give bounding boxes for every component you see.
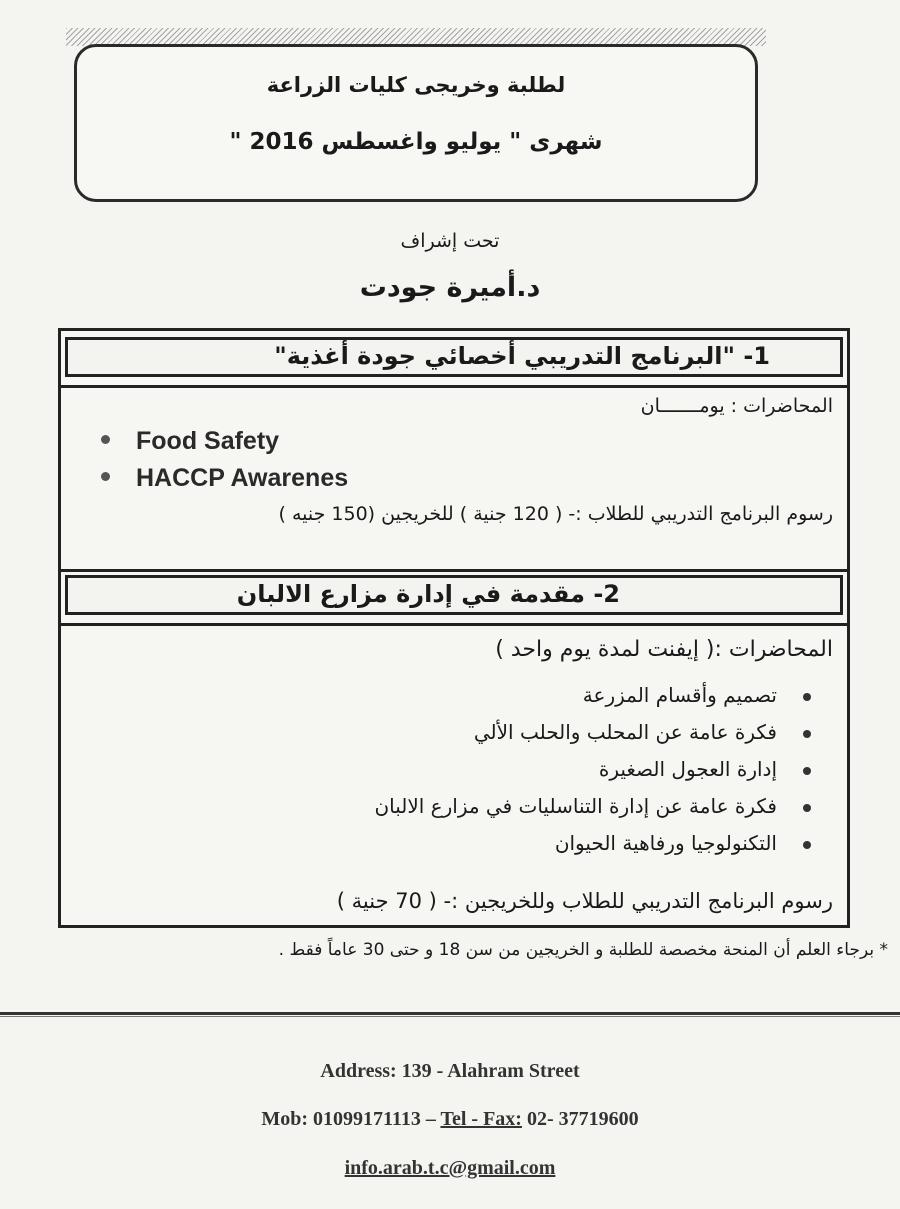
- bullet-icon: [803, 804, 811, 812]
- supervision-label: تحت إشراف: [400, 230, 500, 252]
- list-item: HACCP Awarenes: [101, 464, 348, 493]
- program2-fees: رسوم البرنامج التدريبي للطلاب وللخريجين :- ( 70 جنية ): [336, 889, 833, 913]
- list-item: فكرة عامة عن المحلب والحلب الألي: [374, 720, 777, 757]
- title-box: [74, 44, 758, 202]
- mobile-number: Mob: 01099171113 –: [261, 1108, 441, 1130]
- list-item: فكرة عامة عن إدارة التناسليات في مزارع الالبان: [374, 794, 777, 831]
- divider: [61, 623, 847, 626]
- divider: [61, 569, 847, 572]
- bullet-icon: [803, 730, 811, 738]
- list-item: تصميم وأقسام المزرعة: [374, 683, 777, 720]
- email-link[interactable]: info.arab.t.c@gmail.com: [344, 1157, 556, 1179]
- program1-title: 1- "البرنامج التدريبي أخصائي جودة أغذية": [274, 342, 770, 370]
- program2-header: [65, 575, 843, 615]
- tel-fax-label: Tel - Fax:: [440, 1108, 522, 1130]
- contact-line: [0, 1108, 900, 1131]
- program1-lectures: المحاضرات : يومـــــــان: [640, 395, 833, 417]
- divider: [61, 385, 847, 388]
- program1-header: [65, 337, 843, 377]
- bullet-icon: [803, 693, 811, 701]
- program2-title: 2- مقدمة في إدارة مزارع الالبان: [236, 580, 620, 608]
- tel-fax-number: 02- 37719600: [521, 1108, 639, 1130]
- audience-line: لطلبة وخريجى كليات الزراعة: [266, 73, 566, 97]
- bullet-icon: [101, 472, 110, 481]
- dates-line: شهرى " يوليو واغسطس 2016 ": [229, 129, 603, 155]
- supervisor-name: د.أميرة جودت: [359, 272, 541, 303]
- program1-fees: رسوم البرنامج التدريبي للطلاب :- ( 120 جنية ) للخريجين (150 جنيه ): [278, 503, 833, 525]
- bullet-icon: [101, 435, 110, 444]
- programs-box: [58, 328, 850, 928]
- age-note: * برجاء العلم أن المنحة مخصصة للطلبة و الخريجين من سن 18 و حتى 30 عاماً فقط .: [278, 940, 888, 960]
- list-item: Food Safety: [101, 427, 279, 456]
- footer-divider: [0, 1016, 900, 1017]
- list-item: التكنولوجيا ورفاهية الحيوان: [374, 831, 777, 868]
- bullet-icon: [803, 767, 811, 775]
- program2-topics: [374, 683, 777, 868]
- program2-lectures: المحاضرات :( إيفنت لمدة يوم واحد ): [495, 637, 833, 662]
- address-line: Address: 139 - Alahram Street: [320, 1060, 580, 1082]
- bullet-icon: [803, 841, 811, 849]
- list-item: إدارة العجول الصغيرة: [374, 757, 777, 794]
- footer-divider: [0, 1012, 900, 1015]
